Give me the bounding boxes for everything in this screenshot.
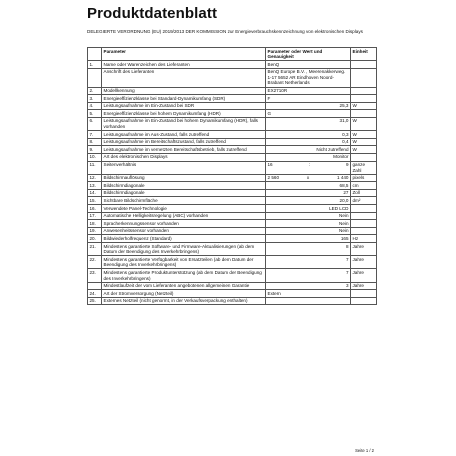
table-header-row bbox=[88, 48, 377, 61]
row-number: 13. bbox=[88, 182, 102, 190]
row-unit bbox=[351, 297, 377, 305]
regulation-subtitle: DELEGIERTE VERORDNUNG (EU) 2019/2013 DER KOMMISSION zur Energieverbrauchskennzeichnung von elektronischen Displays bbox=[87, 29, 363, 34]
table-row bbox=[88, 282, 377, 290]
row-unit: Jahre bbox=[351, 243, 377, 256]
row-value: 0,3 bbox=[266, 131, 351, 139]
table-row bbox=[88, 117, 377, 130]
row-value: G bbox=[266, 110, 351, 118]
row-value-part: 9 bbox=[345, 162, 349, 167]
row-parameter: Bildschirmdiagonale bbox=[102, 189, 266, 197]
row-unit: W bbox=[351, 131, 377, 139]
row-value: Extern bbox=[266, 290, 351, 298]
row-parameter: Art der Stromversorgung (Netzteil) bbox=[102, 290, 266, 298]
row-value: 7 bbox=[266, 256, 351, 269]
row-value: BenQ bbox=[266, 61, 351, 69]
table-row bbox=[88, 243, 377, 256]
row-parameter: Art des elektronischen Displays bbox=[102, 153, 266, 161]
row-value bbox=[266, 161, 351, 174]
row-number: 7. bbox=[88, 131, 102, 139]
row-number: 22. bbox=[88, 256, 102, 269]
table-row bbox=[88, 102, 377, 110]
row-value bbox=[266, 174, 351, 182]
row-value: 165 bbox=[266, 235, 351, 243]
table-row bbox=[88, 138, 377, 146]
row-number: 12. bbox=[88, 174, 102, 182]
table-row bbox=[88, 220, 377, 228]
table-row bbox=[88, 212, 377, 220]
table-row bbox=[88, 256, 377, 269]
row-number: 3. bbox=[88, 95, 102, 103]
row-value-part: 1 440 bbox=[336, 175, 349, 181]
row-value: Nein bbox=[266, 227, 351, 235]
row-number: 21. bbox=[88, 243, 102, 256]
row-parameter: Sichtbare Bildschirmfläche bbox=[102, 197, 266, 205]
row-parameter: Leistungsaufnahme im Ein-Zustand bei hohem Dynamikumfang (HDR), falls vorhanden bbox=[102, 117, 266, 130]
row-value-part: 16 bbox=[267, 162, 273, 167]
row-number bbox=[88, 68, 102, 87]
table-row bbox=[88, 146, 377, 154]
row-value: BenQ Europe B.V. , Meerenakkerweg. 1-17 5652 AR Eindhoven Noord-Brabant Netherlands bbox=[266, 68, 351, 87]
row-value: Nicht zutreffend bbox=[266, 146, 351, 154]
row-parameter: Bildwiederholfrequenz (Standard) bbox=[102, 235, 266, 243]
row-value: Nein bbox=[266, 220, 351, 228]
table-row bbox=[88, 95, 377, 103]
table-row bbox=[88, 161, 377, 174]
table-row bbox=[88, 68, 377, 87]
row-parameter: Mindestens garantierte Verfügbarkeit von Ersatzteilen (ab dem Datum der Beendigung des Inverkehrbringens) bbox=[102, 256, 266, 269]
row-number: 20. bbox=[88, 235, 102, 243]
row-unit bbox=[351, 212, 377, 220]
row-parameter: Verwendete Panel-Technologie bbox=[102, 205, 266, 213]
header-num bbox=[88, 48, 102, 61]
table-row bbox=[88, 227, 377, 235]
row-parameter: Name oder Warenzeichen des Lieferanten bbox=[102, 61, 266, 69]
row-number: 25. bbox=[88, 297, 102, 305]
table-row bbox=[88, 205, 377, 213]
row-number: 9. bbox=[88, 146, 102, 154]
product-datasheet bbox=[87, 5, 376, 453]
row-number: 4. bbox=[88, 102, 102, 110]
row-number: 8. bbox=[88, 138, 102, 146]
row-unit bbox=[351, 68, 377, 87]
row-unit bbox=[351, 290, 377, 298]
row-number: 6. bbox=[88, 117, 102, 130]
row-value: 27 bbox=[266, 189, 351, 197]
row-parameter: Leistungsaufnahme im Ein-Zustand bei SDR bbox=[102, 102, 266, 110]
table-row bbox=[88, 174, 377, 182]
row-value: 8 bbox=[266, 243, 351, 256]
row-unit bbox=[351, 61, 377, 69]
row-parameter: Mindestens garantierte Software- und Firmware-Aktualisierungen (ab dem Datum der Beendigung des Inverkehrbringens) bbox=[102, 243, 266, 256]
row-unit: ganze Zahl bbox=[351, 161, 377, 174]
row-number: 14. bbox=[88, 189, 102, 197]
row-unit: Jahre bbox=[351, 269, 377, 282]
row-number: 2. bbox=[88, 87, 102, 95]
row-unit bbox=[351, 110, 377, 118]
row-value: 20,0 bbox=[266, 197, 351, 205]
table-row bbox=[88, 269, 377, 282]
row-unit: W bbox=[351, 146, 377, 154]
row-number: 23. bbox=[88, 269, 102, 282]
row-number: 15. bbox=[88, 197, 102, 205]
table-row bbox=[88, 61, 377, 69]
row-unit bbox=[351, 227, 377, 235]
row-parameter: Leistungsaufnahme im Aus-Zustand, falls zutreffend bbox=[102, 131, 266, 139]
row-value-part: : bbox=[308, 162, 310, 167]
row-parameter: Mindestlaufzeit der vom Lieferanten angebotenen allgemeinen Garantie bbox=[102, 282, 266, 290]
row-unit: W bbox=[351, 138, 377, 146]
row-number: 1. bbox=[88, 61, 102, 69]
datasheet-table bbox=[87, 47, 377, 305]
row-parameter: Mindestens garantierte Produktunterstützung (ab dem Datum der Beendigung des Inverkehrbringens) bbox=[102, 269, 266, 282]
row-number: 11. bbox=[88, 161, 102, 174]
row-unit: dm² bbox=[351, 197, 377, 205]
row-value: 0,4 bbox=[266, 138, 351, 146]
row-parameter: Spracherkennungssensor vorhanden bbox=[102, 220, 266, 228]
row-number: 10. bbox=[88, 153, 102, 161]
row-number: 16. bbox=[88, 205, 102, 213]
row-unit bbox=[351, 95, 377, 103]
row-value: LED LCD bbox=[266, 205, 351, 213]
row-value: Monitor bbox=[266, 153, 351, 161]
row-parameter: Leistungsaufnahme im Bereitschaftszustand, falls zutreffend bbox=[102, 138, 266, 146]
row-parameter: Seitenverhältnis bbox=[102, 161, 266, 174]
table-row bbox=[88, 110, 377, 118]
row-parameter: Externes Netzteil (nicht genormt, in der Verkaufsverpackung enthalten) bbox=[102, 297, 266, 305]
row-unit bbox=[351, 205, 377, 213]
row-parameter: Energieeffizienzklasse bei Standard-Dynamikumfang (SDR) bbox=[102, 95, 266, 103]
row-value: F bbox=[266, 95, 351, 103]
table-row bbox=[88, 197, 377, 205]
header-unit: Einheit bbox=[351, 48, 377, 61]
row-value bbox=[266, 297, 351, 305]
row-parameter: Automatische Helligkeitsregelung (ABC) vorhanden bbox=[102, 212, 266, 220]
row-value: 68,5 bbox=[266, 182, 351, 190]
row-parameter: Anwesenheitssensor vorhanden bbox=[102, 227, 266, 235]
row-parameter: Bildschirmdiagonale bbox=[102, 182, 266, 190]
row-value-part: 2 560 bbox=[267, 175, 279, 181]
row-value: 7 bbox=[266, 269, 351, 282]
table-row bbox=[88, 87, 377, 95]
header-parameter: Parameter bbox=[102, 48, 266, 61]
row-value-part: x bbox=[306, 175, 310, 181]
row-unit: Jahre bbox=[351, 282, 377, 290]
row-unit: pixels bbox=[351, 174, 377, 182]
row-value: 31,0 bbox=[266, 117, 351, 130]
row-unit: Jahre bbox=[351, 256, 377, 269]
row-value: EX2710R bbox=[266, 87, 351, 95]
table-row bbox=[88, 235, 377, 243]
row-parameter: Modellkennung bbox=[102, 87, 266, 95]
row-number bbox=[88, 282, 102, 290]
row-number: 5. bbox=[88, 110, 102, 118]
row-number: 17. bbox=[88, 212, 102, 220]
table-row bbox=[88, 153, 377, 161]
row-value: Nein bbox=[266, 212, 351, 220]
row-parameter: Anschrift des Lieferanten bbox=[102, 68, 266, 87]
row-value: 25,3 bbox=[266, 102, 351, 110]
page-title: Produktdatenblatt bbox=[87, 5, 218, 22]
row-value: 3 bbox=[266, 282, 351, 290]
row-unit: Hz bbox=[351, 235, 377, 243]
row-unit: W bbox=[351, 117, 377, 130]
row-unit bbox=[351, 153, 377, 161]
row-parameter: Leistungsaufnahme im vernetzten Bereitschaftsbetrieb, falls zutreffend bbox=[102, 146, 266, 154]
page-number: Seite 1 / 2 bbox=[355, 448, 374, 453]
table-row bbox=[88, 290, 377, 298]
row-number: 18. bbox=[88, 220, 102, 228]
row-parameter: Energieeffizienzklasse bei hohem Dynamikumfang (HDR) bbox=[102, 110, 266, 118]
row-unit: cm bbox=[351, 182, 377, 190]
row-unit: W bbox=[351, 102, 377, 110]
row-unit bbox=[351, 87, 377, 95]
header-value: Parameter oder Wert und Genauigkeit bbox=[266, 48, 351, 61]
row-unit bbox=[351, 220, 377, 228]
row-parameter: Bildschirmauflösung bbox=[102, 174, 266, 182]
row-unit: Zoll bbox=[351, 189, 377, 197]
table-row bbox=[88, 131, 377, 139]
row-number: 24. bbox=[88, 290, 102, 298]
row-number: 19. bbox=[88, 227, 102, 235]
table-row bbox=[88, 297, 377, 305]
table-row bbox=[88, 182, 377, 190]
table-row bbox=[88, 189, 377, 197]
